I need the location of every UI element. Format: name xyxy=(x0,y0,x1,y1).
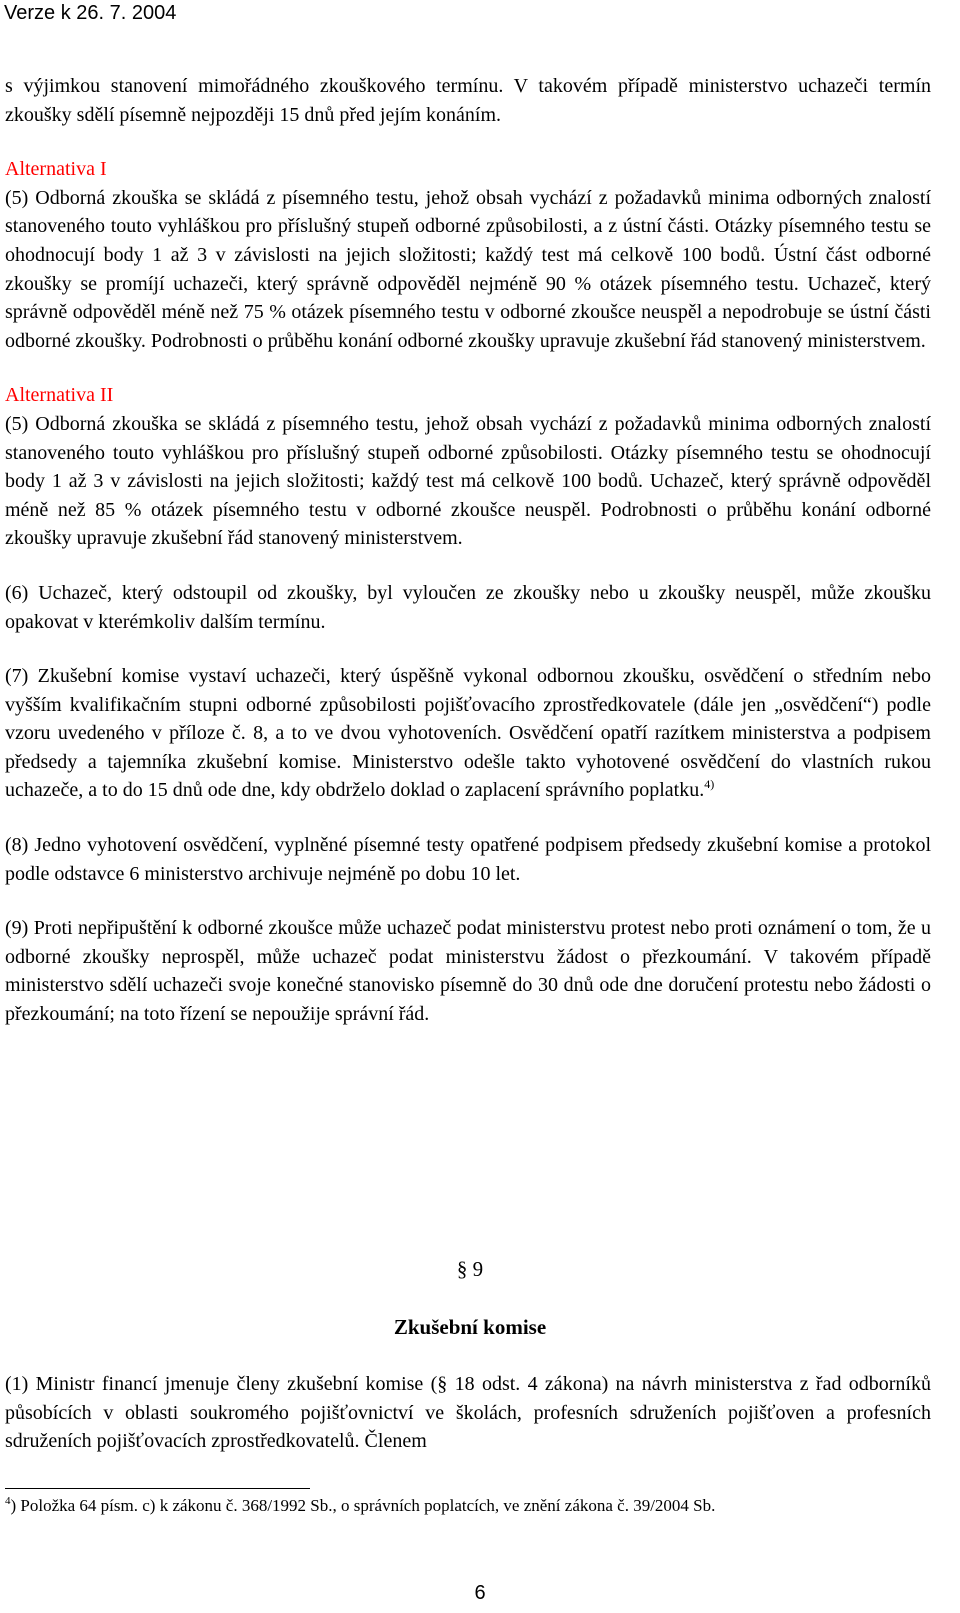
alternative-2-paragraph: (5) Odborná zkouška se skládá z písemného testu, jehož obsah vychází z požadavků minima odborných znalostí stanoveného touto vyhláškou pro příslušný stupeň odborné způsobilosti. Otázky písemného testu se ohodnocují body 1 až 3 v závislosti na jejich složitosti; každý test má celkově 100 bodů. Uchazeč, který správně odpověděl méně než 85 % otázek písemného testu v odborné zkoušce neuspěl. Podrobnosti o průběhu konání odborné zkoušky upravuje zkušební řád stanovený ministerstvem. xyxy=(5,412,931,550)
paragraph-9: (9) Proti nepřipuštění k odborné zkoušce může uchazeč podat ministerstvu protest nebo proti oznámení o tom, že u odborné zkoušky neprospěl, může uchazeč podat ministerstvu žádost o přezkoumání. V takovém případě ministerstvo sdělí uchazeči svoje konečné stanovisko písemně do 30 dnů ode dne doručení protestu nebo žádosti o přezkoumání; na toto řízení se nepoužije správní řád. xyxy=(5,917,931,1026)
paragraph-6: (6) Uchazeč, který odstoupil od zkoušky, byl vyloučen ze zkoušky nebo u zkoušky neuspěl, může zkoušku opakovat v kterémkoliv dalším termínu. xyxy=(5,581,931,633)
section-body xyxy=(5,1370,931,1456)
section-number: § 9 xyxy=(456,1257,484,1281)
alternative-2-heading: Alternativa II xyxy=(5,384,114,407)
alternative-1-heading: Alternativa I xyxy=(5,158,107,181)
paragraph-8: (8) Jedno vyhotovení osvědčení, vyplněné písemné testy opatřené podpisem předsedy zkušební komise a protokol podle odstavce 6 ministerstvo archivuje nejméně po dobu 10 let. xyxy=(5,834,931,885)
footnote xyxy=(5,1494,931,1518)
document-body xyxy=(5,72,931,1029)
footnote-reference[interactable]: 4) xyxy=(704,777,715,792)
intro-paragraph: s výjimkou stanovení mimořádného zkouškového termínu. V takovém případě ministerstvo uchazeči termín zkoušky sdělí písemně nejpozději 15 dnů před jejím konáním. xyxy=(5,75,931,126)
page-number: 6 xyxy=(474,1582,486,1604)
paragraph-7 xyxy=(5,662,931,805)
section-paragraph-1: (1) Ministr financí jmenuje členy zkušební komise (§ 18 odst. 4 zákona) na návrh ministerstva z řad odborníků působících v oblasti soukromého pojišťovnictví ve školách, profesních sdruženích pojišťoven a profesních sdruženích pojišťovacích zprostředkovatelů. Členem xyxy=(5,1373,931,1453)
section-title: Zkušební komise xyxy=(393,1315,547,1339)
paragraph-7-text: (7) Zkušební komise vystaví uchazeči, který úspěšně vykonal odbornou zkoušku, osvědčení o středním nebo vyšším kvalifikačním stupni odborné způsobilosti pojišťovacího zprostředkovatele (dále jen „osvědčení“) podle vzoru uvedeného v příloze č. 8, a to ve dvou vyhotoveních. Osvědčení opatří razítkem ministerstva a podpisem předsedy a tajemníka zkušební komise. Ministerstvo odešle takto vyhotovené osvědčení do vlastních rukou uchazeče, a to do 15 dnů ode dne, kdy obdrželo doklad o zaplacení správního poplatku. xyxy=(5,665,931,802)
footnote-marker: 4 xyxy=(5,1495,11,1507)
alternative-1-paragraph: (5) Odborná zkouška se skládá z písemného testu, jehož obsah vychází z požadavků minima odborných znalostí stanoveného touto vyhláškou pro příslušný stupeň odborné způsobilosti, a z ústní části. Otázky písemného testu se ohodnocují body 1 až 3 v závislosti na jejich složitosti; každý test má celkově 100 bodů. Ústní část odborné zkoušky se promíjí uchazeči, který správně odpověděl nejméně 90 % otázek písemného testu. Uchazeč, který správně odpověděl méně než 75 % otázek písemného testu v odborné zkoušce neuspěl a nepodrobuje se ústní části odborné zkoušky. Podrobnosti o průběhu konání odborné zkoušky upravuje zkušební řád stanovený ministerstvem. xyxy=(5,186,931,352)
footnote-text: ) Položka 64 písm. c) k zákonu č. 368/1992 Sb., o správních poplatcích, ve znění zákona č. 39/2004 Sb. xyxy=(10,1496,716,1515)
version-header: Verze k 26. 7. 2004 xyxy=(4,2,177,24)
footnote-divider xyxy=(5,1488,310,1489)
